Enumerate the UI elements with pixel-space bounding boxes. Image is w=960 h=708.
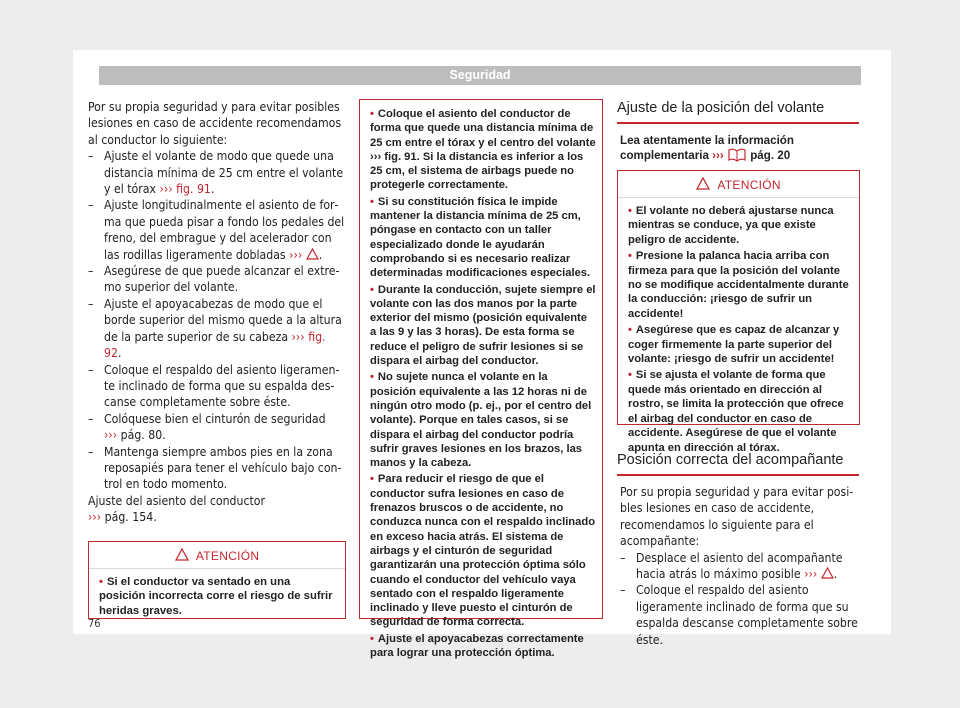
warning-bullet: • Durante la conducción, sujete siempre el volante con las dos manos por la parte exterior del mismo (posición equivalente a las 9 y las 3 horas). De esta forma se reduce el peligro de sufrir lesiones si se dispara el airbag del conductor. bbox=[370, 283, 596, 368]
intro-text: Por su propia seguridad y para evitar posibles lesiones en caso de accidente, recomendamos lo siguiente para el acompañante: bbox=[620, 485, 854, 549]
page-reference-link[interactable]: ››› pág. 154 bbox=[88, 510, 154, 525]
warning-box bbox=[88, 541, 346, 619]
list-item: – Mantenga siempre ambos pies en la zona reposapiés para tener el vehículo bajo control en todo momento. bbox=[88, 444, 342, 492]
bullet-icon: • bbox=[628, 324, 632, 337]
bullet-icon: • bbox=[628, 205, 632, 217]
bullet-icon: • bbox=[370, 632, 374, 645]
book-icon bbox=[727, 148, 747, 162]
warning-bullet: • Si su constitución física le impide mantener la distancia mínima de 25 cm, póngase en contacto con un taller especializado donde le ayudarán comprobando si es necesario realizar determinadas modificaciones especiales. bbox=[370, 195, 591, 280]
warning-bullet: • El volante no deberá ajustarse nunca mientras se conduce, ya que existe peligro de accidente. bbox=[628, 205, 834, 246]
list-item: – Colóquese bien el cinturón de seguridad ››› pág. 80. bbox=[88, 411, 326, 443]
warning-triangle-icon bbox=[306, 248, 319, 260]
list-item: – Asegúrese de que puede alcanzar el extremo superior del volante. bbox=[88, 264, 340, 295]
list-item: – Ajuste longitudinalmente el asiento de forma que pueda pisar a fondo los pedales del freno, del embrague y del acelerador con las rodillas ligeramente dobladas ››› . bbox=[88, 198, 345, 262]
list-item: – Coloque el respaldo del asiento ligeramente inclinado de forma que su espalda descanse completamente sobre éste. bbox=[88, 362, 340, 410]
warning-reference-link[interactable]: ››› bbox=[289, 248, 319, 262]
list-item: – Coloque el respaldo del asiento ligeramente inclinado de forma que su espalda descanse completamente sobre éste. bbox=[620, 583, 858, 647]
warning-triangle-icon bbox=[821, 567, 834, 579]
bullet-icon: • bbox=[370, 195, 374, 208]
warning-header: ATENCIÓN bbox=[618, 171, 859, 198]
warning-bullet: • Coloque el asiento del conductor de forma que quede una distancia mínima de 25 cm entre el tórax y el centro del volante ››› fig. 91. Si la distancia es inferior a los 25 cm, el sistema de airbags puede no protegerle correctamente. bbox=[370, 108, 596, 192]
warning-bullet: • Asegúrese que es capaz de alcanzar y coger firmemente la parte superior del volante: ¡riesgo de sufrir un accidente! bbox=[628, 324, 840, 366]
warning-body bbox=[89, 569, 345, 626]
bullet-icon: • bbox=[628, 369, 632, 382]
section-title-steering: Ajuste de la posición del volante bbox=[617, 100, 859, 124]
list-item: – Ajuste el apoyacabezas de modo que el borde superior del mismo quede a la altura de la parte superior de su cabeza ››› fig. 92. bbox=[88, 296, 342, 361]
warning-triangle-icon bbox=[175, 548, 189, 561]
page-number: 76 bbox=[88, 617, 101, 630]
bullet-icon: • bbox=[370, 473, 374, 486]
warning-bullet: • Ajuste el apoyacabezas correctamente para lograr una protección óptima. bbox=[370, 632, 584, 659]
list-item: – Ajuste el volante de modo que quede una distancia mínima de 25 cm entre el volante y el tórax ››› fig. 91. bbox=[88, 149, 344, 197]
bullet-icon: • bbox=[99, 576, 103, 588]
warning-reference-link[interactable]: ››› bbox=[804, 567, 834, 581]
column-left bbox=[88, 99, 346, 526]
section-title-passenger: Posición correcta del acompañante bbox=[617, 452, 859, 476]
warning-bullet: • No sujete nunca el volante en la posición equivalente a las 12 horas ni de ningún otro modo (p. ej., por el centro del volante). Porque en tales casos, si se dispara el airbag del conductor podría sufrir graves lesiones en los brazos, las manos y la cabeza. bbox=[370, 371, 592, 470]
bullet-icon: • bbox=[370, 283, 374, 296]
passenger-text bbox=[620, 484, 862, 648]
warning-bullet: • Presione la palanca hacia arriba con firmeza para que la posición del volante no se modifique accidentalmente durante la conducción: ¡riesgo de sufrir un accidente! bbox=[628, 250, 849, 320]
bullet-icon: • bbox=[628, 250, 632, 263]
bullet-icon: • bbox=[370, 108, 374, 120]
warning-bullet: • Si el conductor va sentado en una posición incorrecta corre el riesgo de sufrir heridas graves. bbox=[99, 576, 333, 617]
warning-triangle-icon bbox=[696, 177, 710, 190]
warning-bullet: • Si se ajusta el volante de forma que quede más orientado en dirección al rostro, se limita la protección que ofrece el airbag del conductor en caso de accidente. Asegúrese de que el volante apunta en dirección al tórax. bbox=[628, 369, 844, 454]
cross-reference-link[interactable]: ››› fig. 92 bbox=[104, 329, 326, 361]
warning-bullet: • Para reducir el riesgo de que el conductor sufra lesiones en caso de frenazos bruscos o de accidente, no conduzca nunca con el respaldo inclinado en exceso hacia atrás. El sistema de airbags y el cinturón de seguridad garantizarán una protección óptima sólo cuando el conductor del vehículo vaya sentado con el respaldo ligeramente inclinado y lleve puesto el cinturón de seguridad de forma correcta. bbox=[370, 473, 596, 629]
list-item: – Desplace el asiento del acompañante hacia atrás lo máximo posible ››› . bbox=[620, 550, 843, 582]
intro-text: Por su propia seguridad y para evitar posibles lesiones en caso de accidente recomendamos al conductor lo siguiente: bbox=[88, 100, 342, 147]
warning-body bbox=[618, 198, 859, 455]
page-reference-link[interactable]: ››› pág. 20 bbox=[712, 149, 791, 162]
cross-reference-link[interactable]: ››› fig. 91 bbox=[159, 182, 211, 197]
steering-intro: Lea atentamente la información complementaria ››› pág. 20 bbox=[620, 134, 794, 162]
warning-header: ATENCIÓN bbox=[89, 542, 345, 569]
outro-text: Ajuste del asiento del conductor ››› pág. 154. bbox=[88, 493, 266, 525]
warning-body bbox=[360, 100, 602, 660]
section-header: Seguridad bbox=[99, 66, 861, 85]
page-reference-link[interactable]: ››› pág. 80 bbox=[104, 428, 163, 443]
warning-box-continued bbox=[359, 99, 603, 659]
warning-box bbox=[617, 170, 860, 454]
bullet-icon: • bbox=[370, 371, 374, 384]
